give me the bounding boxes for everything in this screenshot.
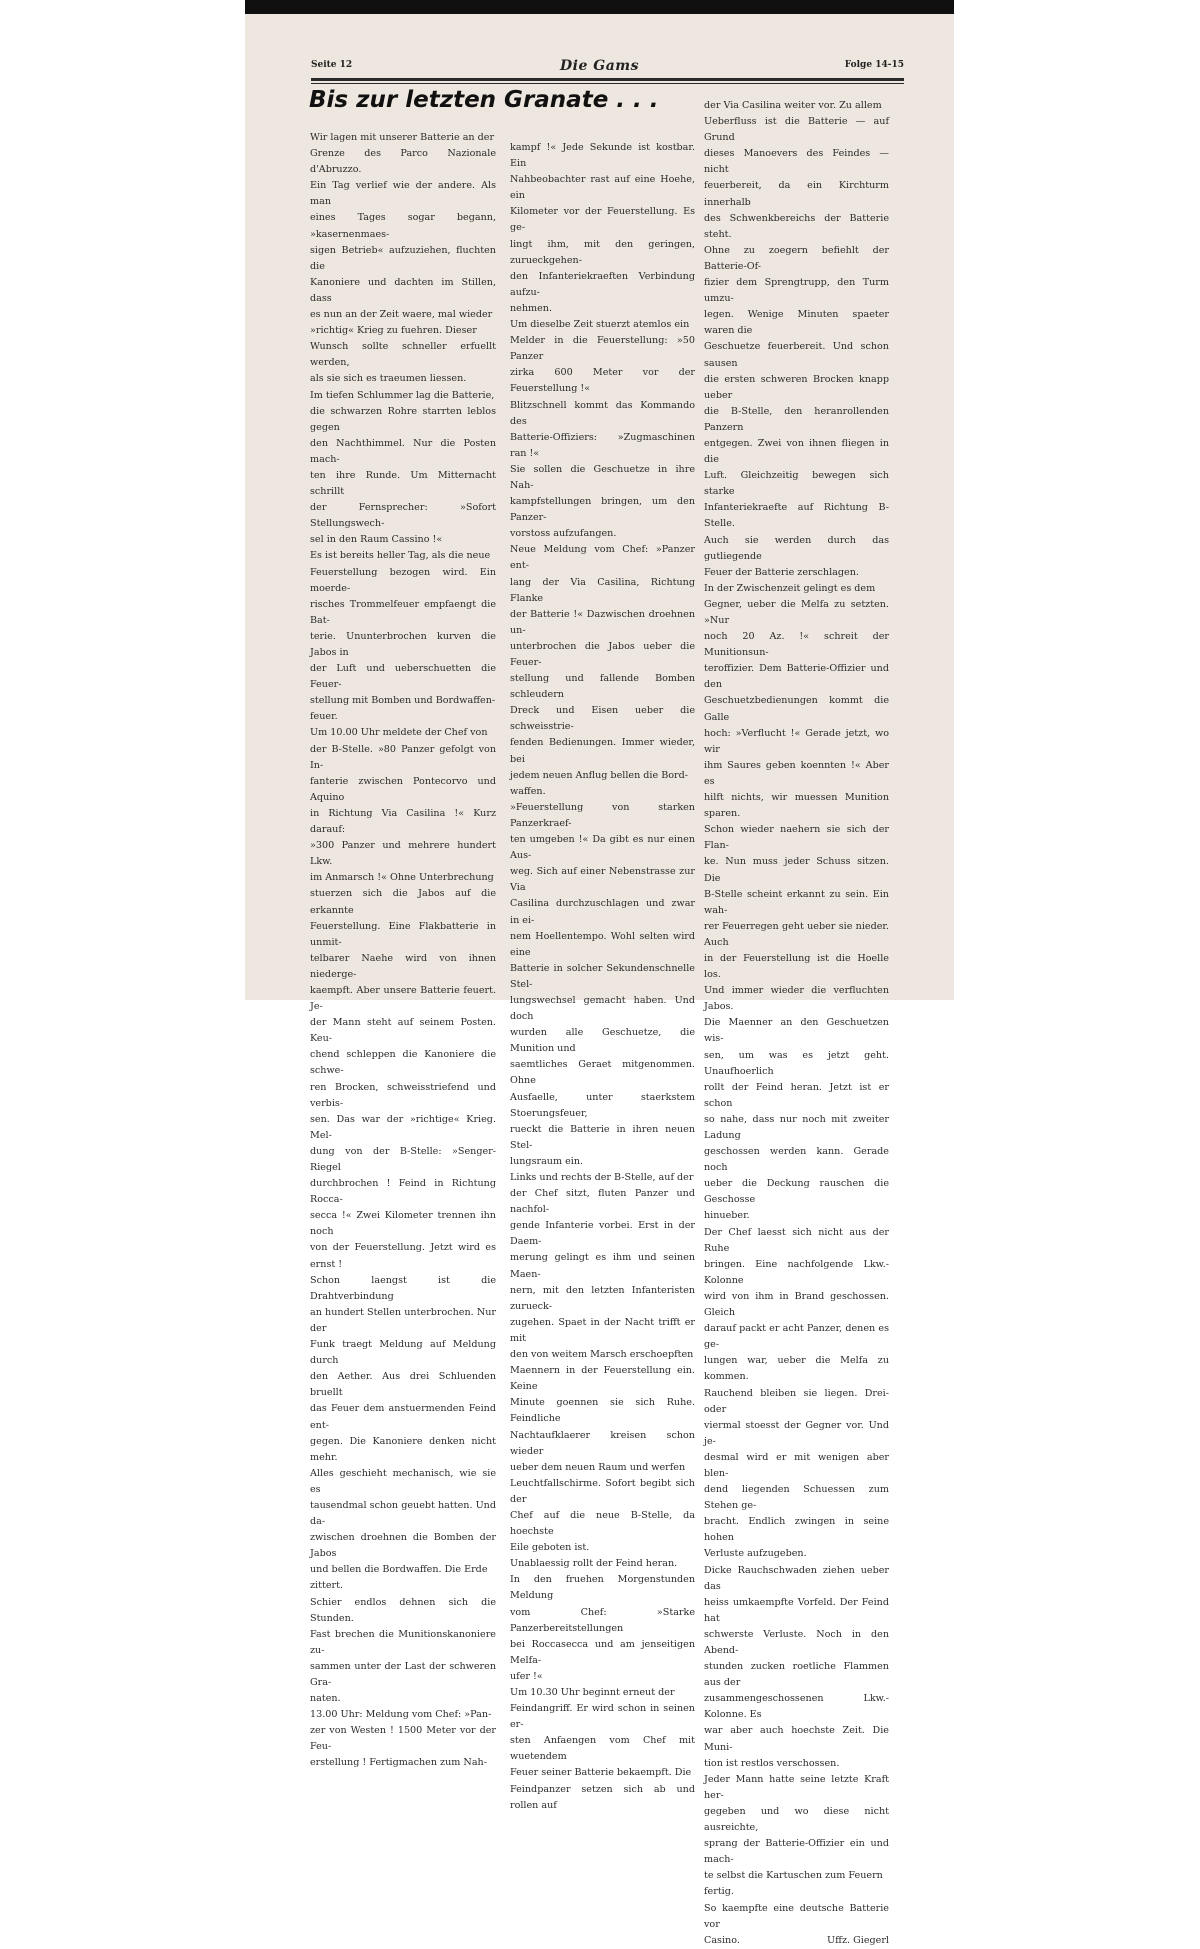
article-signature [704,1933,889,1949]
text-line: Der Chef laesst sich nicht aus der Ruhe [704,1226,889,1254]
text-line: Infanteriekraefte auf Richtung B-Stelle. [704,502,889,530]
text-line: sen, um was es jetzt geht. Unaufhoerlich [704,1049,889,1077]
text-line: Dicke Rauchschwaden ziehen ueber das [704,1564,889,1592]
article-headline: Bis zur letzten Granate . . . [309,87,659,113]
text-line: noch 20 Az. !« schreit der Munitionsun- [704,631,889,659]
text-line: unterbrochen die Jabos ueber die Feuer- [510,640,695,668]
text-line: lungsraum ein. [510,1155,584,1167]
text-line: zugehen. Spaet in der Nacht trifft er mit [510,1316,695,1344]
text-line: Batterie in solcher Sekundenschnelle Stel- [510,962,695,990]
text-line: waffen. [510,785,546,797]
text-line: Eile geboten ist. [510,1542,590,1554]
text-line: Feuer der Batterie zerschlagen. [704,566,859,578]
article-column-3 [704,98,889,1949]
text-line: als sie sich es traeumen liessen. [310,373,467,385]
text-line: fertig. [704,1886,734,1898]
text-line: ke. Nun muss jeder Schuss sitzen. Die [704,856,889,884]
text-line: Unablaessig rollt der Feind heran. [510,1558,678,1570]
text-line: Rauchend bleiben sie liegen. Drei- oder [704,1387,889,1415]
text-line: im Anmarsch !« Ohne Unterbrechung [310,872,494,884]
text-line: »richtig« Krieg zu fuehren. Dieser [310,325,477,337]
text-line: der Via Casilina weiter vor. Zu allem [704,100,882,111]
text-line: Die Maenner an den Geschuetzen wis- [704,1017,889,1045]
text-line: wird von ihm in Brand geschossen. Gleich [704,1290,889,1319]
text-line: eines Tages sogar begann, »kasernenmaes- [310,212,496,240]
text-line: das Feuer dem anstuermenden Feind ent- [310,1403,496,1431]
text-line: ten ihre Runde. Um Mitternacht schrillt [310,469,496,498]
newspaper-title: Die Gams [560,58,639,74]
text-line: ufer !« [510,1670,543,1682]
text-line: Kilometer vor der Feuerstellung. Es ge- [510,206,695,234]
text-line: rueckt die Batterie in ihren neuen Stel- [510,1123,695,1151]
text-line: lang der Via Casilina, Richtung Flanke [510,576,695,604]
text-line: ihm Saures geben koennten !« Aber es [704,759,889,787]
text-line: der Luft und ueberschuetten die Feuer- [310,663,496,691]
text-line: Chef auf die neue B-Stelle, da hoechste [510,1509,695,1538]
text-line: die B-Stelle, den heranrollenden Panzern [704,405,889,433]
text-line: der Chef sitzt, fluten Panzer und nachfol- [510,1188,695,1216]
text-line: Feuerstellung bezogen wird. Ein moerde- [310,566,496,594]
text-line: ren Brocken, schweisstriefend und verbis- [310,1081,496,1109]
text-line: jedem neuen Anflug bellen die Bord- [510,769,689,781]
text-line: ueber die Deckung rauschen die Geschosse [704,1178,889,1206]
text-line: nehmen. [510,302,553,314]
text-line: Es ist bereits heller Tag, als die neue [310,550,491,562]
text-line: Luft. Gleichzeitig bewegen sich starke [704,470,889,498]
text-line: Batterie-Offiziers: »Zugmaschinen ran !« [510,431,695,459]
text-line: gende Infanterie vorbei. Erst in der Daem- [510,1220,695,1248]
text-line: risches Trommelfeuer empfaengt die Bat- [310,598,496,626]
text-line: Wunsch sollte schneller erfuellt werden, [310,341,496,369]
text-line: entgegen. Zwei von ihnen fliegen in die [704,437,889,466]
text-line: telbarer Naehe wird von ihnen niederge- [310,952,496,980]
text-line: sprang der Batterie-Offizier ein und mach- [704,1838,889,1866]
page-number: Seite 12 [311,60,353,70]
text-line: den Nachthimmel. Nur die Posten mach- [310,437,496,465]
text-line: stuerzen sich die Jabos auf die erkannte [310,888,496,916]
text-line: den Aether. Aus drei Schluenden bruellt [310,1371,496,1399]
text-line: von der Feuerstellung. Jetzt wird es ernst ! [310,1242,496,1270]
text-line: ten umgeben !« Da gibt es nur einen Aus- [510,834,695,862]
text-line: Alles geschieht mechanisch, wie sie es [310,1467,496,1495]
text-line: gegeben und wo diese nicht ausreichte, [704,1805,889,1834]
text-line: zusammengeschossenen Lkw.-Kolonne. Es [704,1693,889,1721]
text-line: hinueber. [704,1210,750,1222]
text-line: so nahe, dass nur noch mit zweiter Ladung [704,1113,889,1141]
text-line: merung gelingt es ihm und seinen Maen- [510,1252,695,1280]
text-line: zirka 600 Meter vor der Feuerstellung !« [510,367,695,395]
signature-author: Uffz. Giegerl [827,1934,889,1946]
text-line: erstellung ! Fertigmachen zum Nah- [310,1757,487,1769]
text-line: Feuer seiner Batterie bekaempft. Die [510,1767,692,1779]
text-line: chend schleppen die Kanoniere die schwe- [310,1049,496,1077]
text-line: Auch sie werden durch das gutliegende [704,534,889,562]
text-line: nem Hoellentempo. Wohl selten wird eine [510,930,695,958]
newspaper-page [245,14,954,1946]
text-line: in der Feuerstellung ist die Hoelle los. [704,952,889,981]
text-line: Jeder Mann hatte seine letzte Kraft her- [704,1773,889,1801]
text-line: sten Anfaengen vom Chef mit wuetendem [510,1735,695,1763]
text-line: Maennern in der Feuerstellung ein. Keine [510,1365,695,1393]
text-line: Gegner, ueber die Melfa zu setzten. »Nur [704,598,889,626]
text-line: zittert. [310,1580,344,1592]
text-line: kaempft. Aber unsere Batterie feuert. Je- [310,984,496,1013]
text-line: Schier endlos dehnen sich die Stunden. [310,1596,496,1624]
text-line: weg. Sich auf einer Nebenstrasse zur Via [510,866,695,894]
text-line: 13.00 Uhr: Meldung vom Chef: »Pan- [310,1709,492,1721]
text-line: feuerbereit, da ein Kirchturm innerhalb [704,180,889,208]
text-line: saemtliches Geraet mitgenommen. Ohne [510,1059,695,1087]
text-line: fanterie zwischen Pontecorvo und Aquino [310,775,496,803]
text-line: In den fruehen Morgenstunden Meldung [510,1574,695,1602]
text-line: die schwarzen Rohre starrten leblos gegen [310,405,496,433]
text-line: Dreck und Eisen ueber die schweisstrie- [510,705,695,733]
text-line: Fast brechen die Munitionskanoniere zu- [310,1628,496,1656]
text-line: Blitzschnell kommt das Kommando des [510,399,695,427]
text-line: Casilina durchzuschlagen und zwar in ei- [510,898,695,926]
text-line: Feindangriff. Er wird schon in seinen er- [510,1703,695,1731]
text-line: Nachtaufklaerer kreisen schon wieder [510,1429,695,1457]
text-line: dung von der B-Stelle: »Senger-Riegel [310,1145,496,1173]
text-line: der Mann steht auf seinem Posten. Keu- [310,1017,496,1045]
text-line: bringen. Eine nachfolgende Lkw.-Kolonne [704,1258,889,1286]
text-line: lingt ihm, mit den geringen, zurueckgehen- [510,238,695,266]
text-line: sel in den Raum Cassino !« [310,534,443,546]
header-rule-thin [311,83,904,84]
text-line: stellung und fallende Bomben schleudern [510,673,695,701]
text-line: heiss umkaempfte Vorfeld. Der Feind hat [704,1596,889,1624]
text-line: und bellen die Bordwaffen. Die Erde [310,1564,488,1576]
text-line: bei Roccasecca und am jenseitigen Melfa- [510,1638,695,1666]
text-line: den von weitem Marsch erschoepften [510,1349,694,1361]
text-line: Feuerstellung. Eine Flakbatterie in unmit- [310,920,496,948]
text-line: tausendmal schon geuebt hatten. Und da- [310,1499,496,1528]
text-line: Feindpanzer setzen sich ab und rollen auf [510,1783,695,1811]
issue-number: Folge 14-15 [844,60,904,70]
text-line: Geschuetze feuerbereit. Und schon sausen [704,341,889,369]
text-line: Und immer wieder die verfluchten Jabos. [704,985,889,1013]
text-line: stellung mit Bomben und Bordwaffen- [310,695,496,707]
text-line: ueber dem neuen Raum und werfen [510,1461,686,1473]
text-line: die ersten schweren Brocken knapp ueber [704,373,889,401]
text-line: Verluste aufzugeben. [704,1548,807,1560]
article-column-2 [510,140,695,1814]
text-line: schwerste Verluste. Noch in den Abend- [704,1628,889,1656]
text-line: Sie sollen die Geschuetze in ihre Nah- [510,463,695,491]
text-line: Grenze des Parco Nazionale d'Abruzzo. [310,148,496,176]
text-line: lungswechsel gemacht haben. Und doch [510,994,695,1023]
text-line: des Schwenkbereichs der Batterie steht. [704,212,889,240]
text-line: In der Zwischenzeit gelingt es dem [704,582,876,594]
text-line: tion ist restlos verschossen. [704,1757,840,1769]
text-line: der Batterie !« Dazwischen droehnen un- [510,608,695,636]
text-line: Melder in die Feuerstellung: »50 Panzer [510,335,695,363]
text-line: vorstoss aufzufangen. [510,528,617,540]
text-line: hilft nichts, wir muessen Munition sparen. [704,792,889,820]
text-line: darauf packt er acht Panzer, denen es ge- [704,1323,889,1351]
text-line: Ohne zu zoegern befiehlt der Batterie-Of- [704,244,889,272]
text-line: den Infanteriekraeften Verbindung aufzu- [510,270,695,298]
signature-place: Casino. [704,1934,740,1946]
text-line: Wir lagen mit unserer Batterie an der [310,132,495,143]
text-line: zer von Westen ! 1500 Meter vor der Feu- [310,1725,496,1753]
header-rule-thick [311,78,904,81]
text-line: Ein Tag verlief wie der andere. Als man [310,180,496,208]
text-line: naten. [310,1693,341,1705]
text-line: vom Chef: »Starke Panzerbereitstellungen [510,1606,695,1634]
scan-top-edge [245,0,954,14]
text-line: sen. Das war der »richtige« Krieg. Mel- [310,1113,496,1141]
text-line: Um 10.00 Uhr meldete der Chef von [310,727,488,739]
text-line: stunden zucken roetliche Flammen aus der [704,1661,889,1689]
text-line: terie. Ununterbrochen kurven die Jabos in [310,630,496,658]
text-line: kampf !« Jede Sekunde ist kostbar. Ein [510,142,695,170]
text-line: an hundert Stellen unterbrochen. Nur der [310,1306,496,1334]
text-line: Ausfaelle, unter staerkstem Stoerungsfeuer, [510,1091,695,1119]
text-line: B-Stelle scheint erkannt zu sein. Ein wah- [704,888,889,916]
text-line: in Richtung Via Casilina !« Kurz darauf: [310,807,496,836]
text-line: fizier dem Sprengtrupp, den Turm umzu- [704,277,889,305]
text-line: viermal stoesst der Gegner vor. Und je- [704,1419,889,1447]
text-line: wurden alle Geschuetze, die Munition und [510,1027,695,1055]
text-line: teroffizier. Dem Batterie-Offizier und den [704,663,889,691]
text-line: Um 10.30 Uhr beginnt erneut der [510,1687,675,1698]
text-line: der B-Stelle. »80 Panzer gefolgt von In- [310,743,496,771]
text-line: legen. Wenige Minuten spaeter waren die [704,309,889,337]
text-line: lungen war, ueber die Melfa zu kommen. [704,1355,889,1383]
article-column-1 [310,130,496,1772]
text-line: Links und rechts der B-Stelle, auf der [510,1172,694,1183]
text-line: Kanoniere und dachten im Stillen, dass [310,276,496,304]
text-line: geschossen werden kann. Gerade noch [704,1146,889,1174]
text-line: fenden Bedienungen. Immer wieder, bei [510,737,695,765]
text-line: desmal wird er mit wenigen aber blen- [704,1451,889,1479]
text-line: dend liegenden Schuessen zum Stehen ge- [704,1484,889,1512]
text-line: Neue Meldung vom Chef: »Panzer ent- [510,544,695,572]
text-line: kampfstellungen bringen, um den Panzer- [510,496,695,524]
text-line: war aber auch hoechste Zeit. Die Muni- [704,1725,889,1753]
text-line: Leuchtfallschirme. Sofort begibt sich der [510,1477,695,1505]
text-line: Funk traegt Meldung auf Meldung durch [310,1339,496,1367]
text-line: sammen unter der Last der schweren Gra- [310,1660,496,1688]
text-line: Um dieselbe Zeit stuerzt atemlos ein [510,319,690,331]
text-line: Ueberfluss ist die Batterie — auf Grund [704,116,889,144]
text-line: nern, mit den letzten Infanteristen zurueck- [510,1284,695,1312]
text-line: rollt der Feind heran. Jetzt ist er schon [704,1081,889,1109]
text-line: Schon wieder naehern sie sich der Flan- [704,824,889,852]
text-line: hoch: »Verflucht !« Gerade jetzt, wo wir [704,727,889,755]
text-line: gegen. Die Kanoniere denken nicht mehr. [310,1435,496,1463]
text-line: secca !« Zwei Kilometer trennen ihn noch [310,1210,496,1238]
text-line: Geschuetzbedienungen kommt die Galle [704,695,889,723]
text-line: der Fernsprecher: »Sofort Stellungswech- [310,502,496,530]
text-line: sigen Betrieb« aufzuziehen, fluchten die [310,244,496,272]
text-line: Im tiefen Schlummer lag die Batterie, [310,389,495,401]
text-line: Minute goennen sie sich Ruhe. Feindliche [510,1397,695,1425]
text-line: bracht. Endlich zwingen in seine hohen [704,1516,889,1544]
text-line: feuer. [310,711,338,723]
text-line: Schon laengst ist die Drahtverbindung [310,1274,496,1302]
text-line: Nahbeobachter rast auf eine Hoehe, ein [510,174,695,202]
text-line: dieses Manoevers des Feindes — nicht [704,148,889,176]
text-line: te selbst die Kartuschen zum Feuern [704,1870,883,1882]
text-line: »300 Panzer und mehrere hundert Lkw. [310,840,496,868]
text-line: es nun an der Zeit waere, mal wieder [310,309,493,321]
text-line: durchbrochen ! Feind in Richtung Rocca- [310,1178,496,1206]
text-line: zwischen droehnen die Bomben der Jabos [310,1532,496,1560]
text-line: »Feuerstellung von starken Panzerkraef- [510,801,695,829]
text-line: rer Feuerregen geht ueber sie nieder. Auch [704,920,889,948]
text-line: So kaempfte eine deutsche Batterie vor [704,1902,889,1930]
